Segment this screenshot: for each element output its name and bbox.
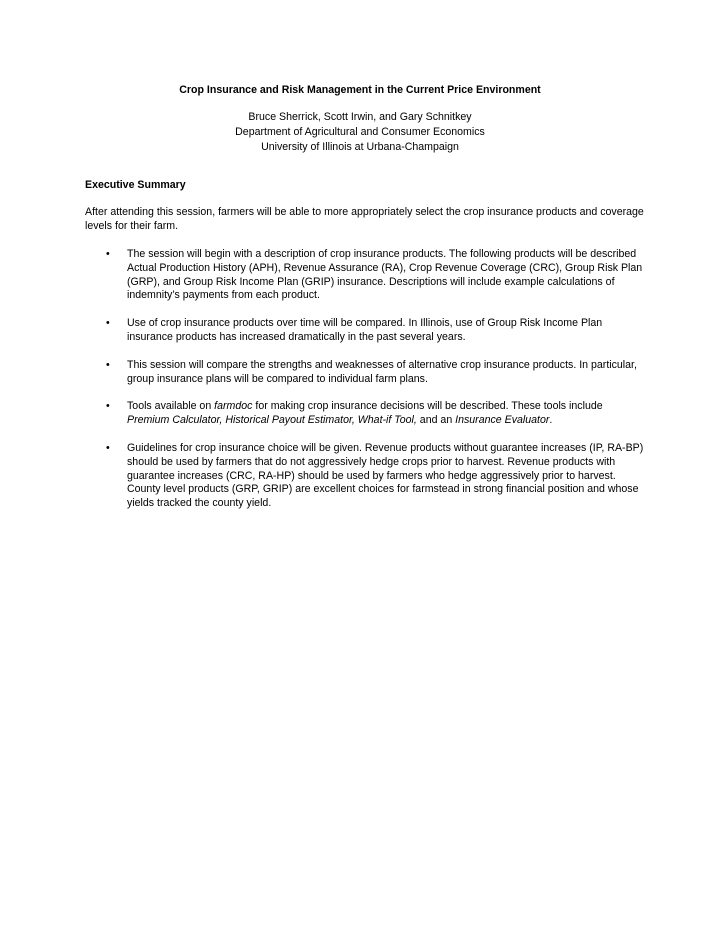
university-name: University of Illinois at Urbana-Champaign [261,141,459,153]
bullet-text: This session will compare the strengths and weaknesses of alternative crop insurance products. In particular, group insurance plans will be compared to individual farm plans. [127,358,637,385]
bullet-symbol: • [106,358,110,371]
bullet-text-part: for making crop insurance decisions will be described. These tools include [252,400,603,413]
intro-paragraph: After attending this session, farmers will be able to more appropriately select the crop insurance products and coverage levels for their farm. [85,206,644,232]
document-title: Crop Insurance and Risk Management in the Current Price Environment [179,84,541,96]
author-names: Bruce Sherrick, Scott Irwin, and Gary Schnitkey [248,111,472,123]
tool-names: Premium Calculator, Historical Payout Estimator, What-if Tool, [127,414,417,427]
bullet-item [85,248,645,303]
bullet-symbol: • [106,248,110,260]
bullet-item [85,442,645,511]
bullet-text: Use of crop insurance products over time will be compared. In Illinois, use of Group Risk Income Plan insurance products has increased dramatically in the past several years. [127,317,603,343]
tool-name-insurance-evaluator: Insurance Evaluator [455,414,550,427]
bullet-item [85,400,645,428]
farmdoc-term: farmdoc [214,400,253,413]
bullet-symbol: • [106,400,110,413]
department-name: Department of Agricultural and Consumer Economics [235,126,485,138]
bullet-text-part: . [549,414,553,427]
bullet-item [85,317,645,345]
bullet-text: Guidelines for crop insurance choice will be given. Revenue products without guarantee increases (IP, RA-BP) should be used by farmers that do not aggressively hedge crops prior to harvest. Revenue products with guarantee increases (CRC, RA-HP) should be used by farmers who hedge aggressively prior to harvest. County level products (GRP, GRIP) are excellent choices for farmstead in strong financial position and whose yields tracked the county yield. [127,441,644,510]
bullet-item [85,359,645,387]
bullet-list [85,248,645,525]
bullet-text: The session will begin with a description of crop insurance products. The following products will be described Actual Production History (APH), Revenue Assurance (RA), Crop Revenue Coverage (CRC), Group Risk Plan (GRP), and Group Risk Income Plan (GRIP) insurance. Descriptions will include example calculations of indemnity’s payments from each product. [127,248,643,302]
bullet-symbol: • [106,317,110,330]
bullet-text-part: and an [416,414,456,427]
bullet-symbol: • [106,441,110,454]
bullet-text-part: Tools available on [127,400,215,413]
section-heading: Executive Summary [85,179,186,191]
bullet-text [127,400,603,426]
author-block [0,111,720,156]
